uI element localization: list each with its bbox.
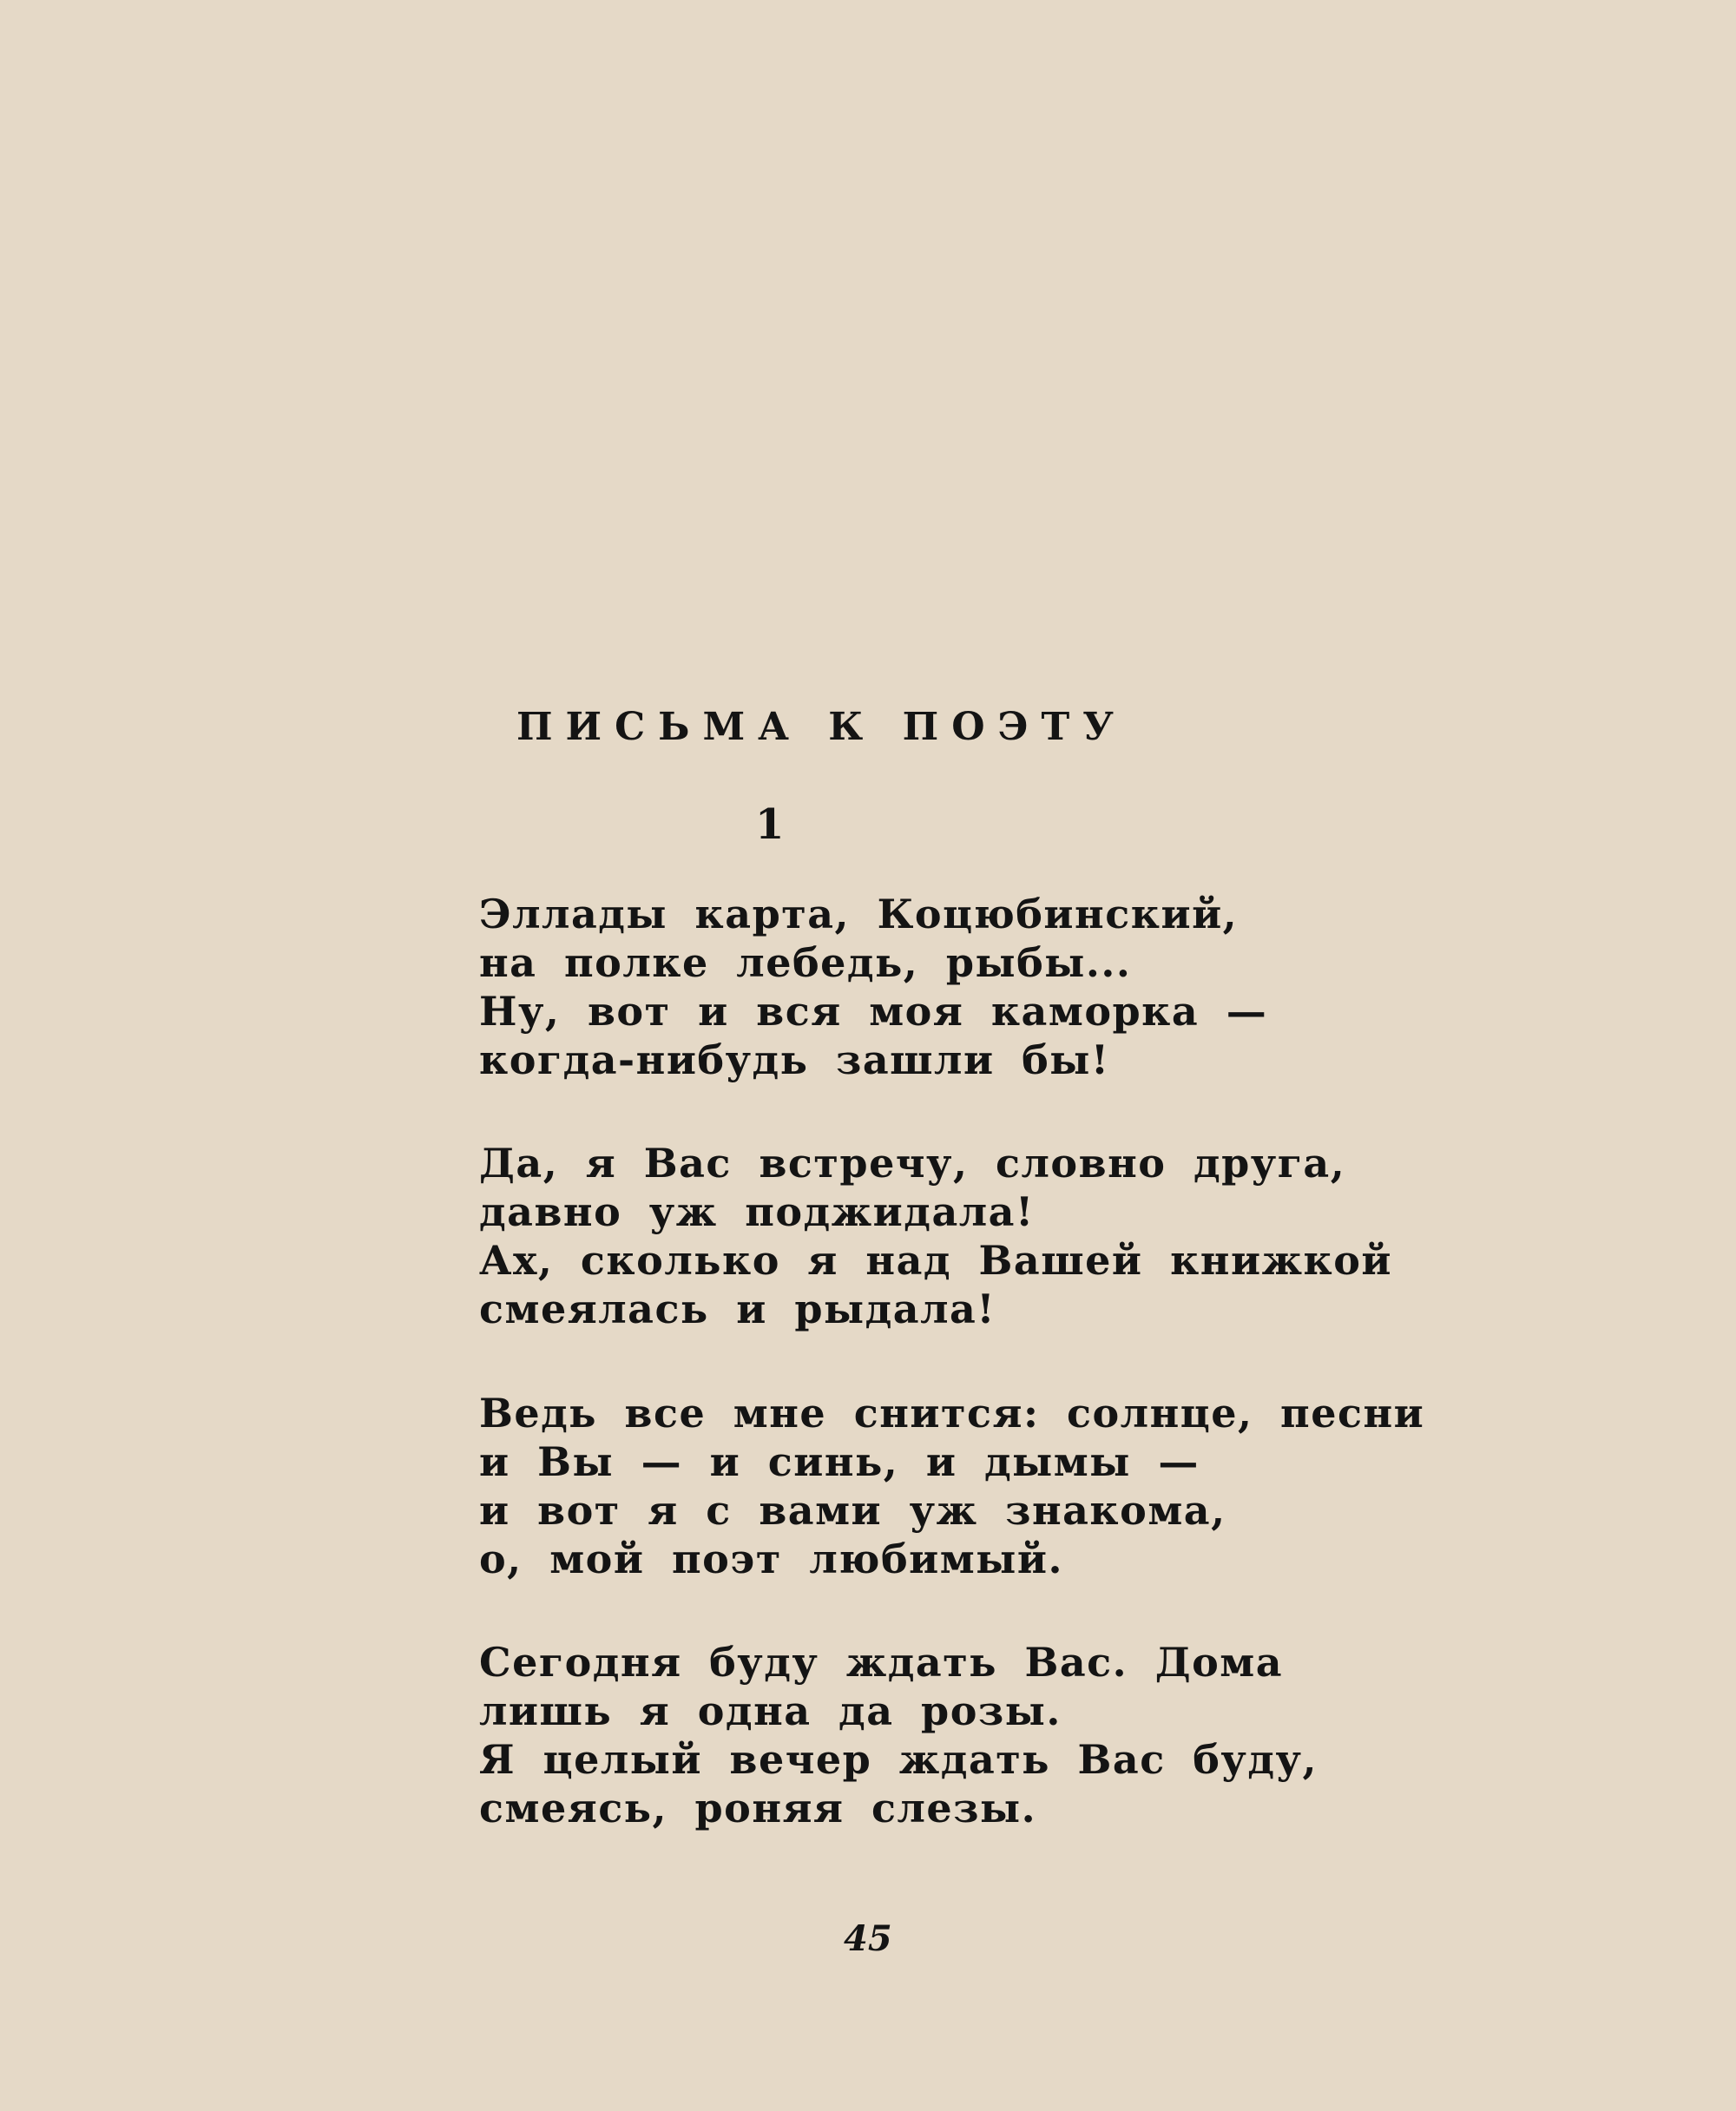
stanza-2	[479, 1139, 1392, 1333]
poem-line: Эллады карта, Коцюбинский,	[479, 891, 1239, 937]
poem-line: лишь я одна да розы.	[479, 1687, 1062, 1734]
poem-line: Ну, вот и вся моя каморка —	[479, 988, 1268, 1035]
poem-line: Сегодня буду ждать Вас. Дома	[479, 1639, 1284, 1686]
poem-line: на полке лебедь, рыбы...	[479, 939, 1132, 986]
poem-line: о, мой поэт любимый.	[479, 1536, 1063, 1582]
poem-line: и вот я с вами уж знакома,	[479, 1487, 1226, 1534]
poem-line: Я целый вечер ждать Вас буду,	[479, 1736, 1318, 1783]
stanza-1	[479, 890, 1267, 1084]
poem-line: Ведь все мне снится: солнце, песни	[479, 1390, 1425, 1437]
poem-line: смеялась и рыдала!	[479, 1286, 996, 1332]
poem-title: ПИСЬМА К ПОЭТУ	[516, 705, 1127, 749]
poem-line: давно уж поджидала!	[479, 1188, 1035, 1235]
stanza-3	[479, 1389, 1424, 1583]
stanza-4	[479, 1638, 1318, 1832]
poem-number: 1	[755, 800, 785, 849]
poem-line: и Вы — и синь, и дымы —	[479, 1438, 1200, 1485]
poem-line: Да, я Вас встречу, словно друга,	[479, 1140, 1346, 1187]
poem-line: смеясь, роняя слезы.	[479, 1785, 1037, 1832]
page-number: 45	[844, 1918, 892, 1959]
poem-line: Ах, сколько я над Вашей книжкой	[479, 1237, 1393, 1284]
poem-line: когда-нибудь зашли бы!	[479, 1036, 1110, 1083]
